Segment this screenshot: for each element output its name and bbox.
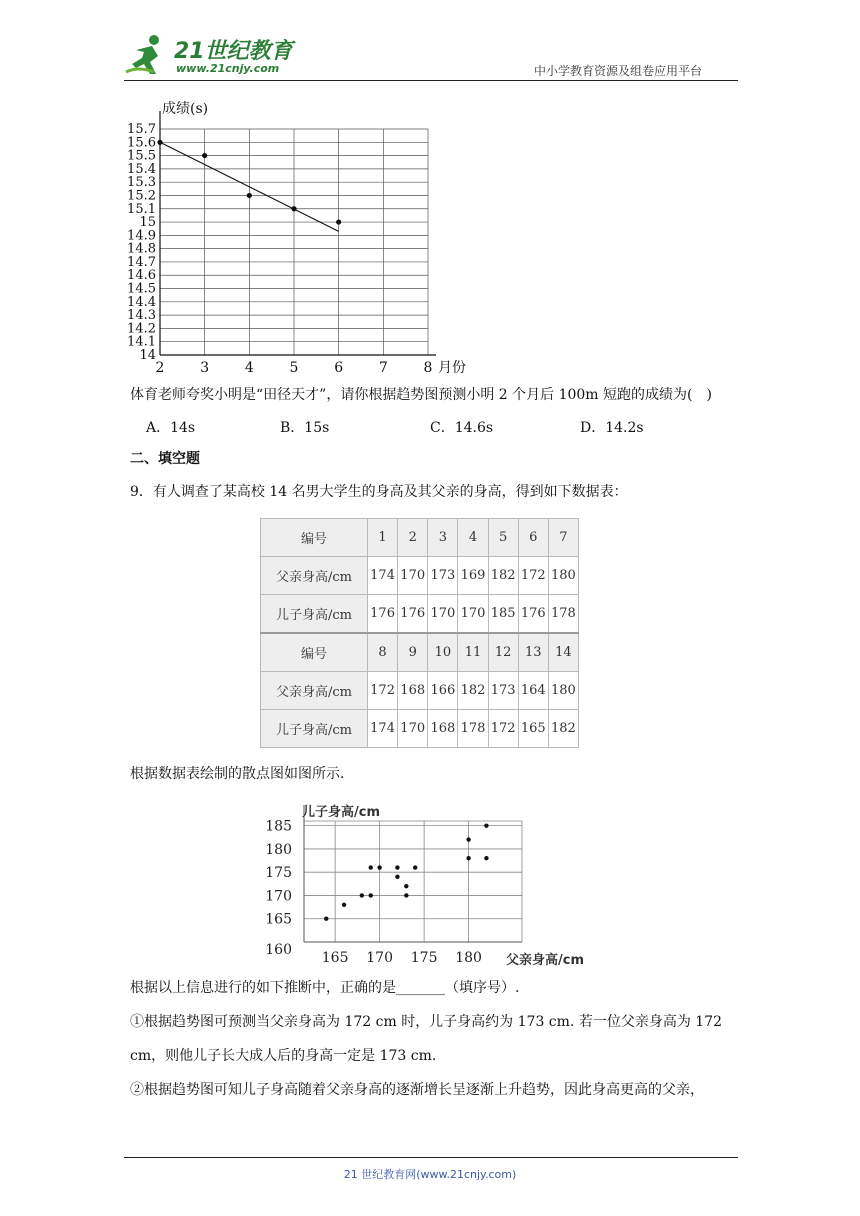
y-tick-label: 185 [265, 818, 292, 835]
table-cell: 172 [488, 710, 518, 748]
x-axis-label: 月份 [438, 360, 466, 376]
scatter-point [395, 865, 399, 869]
running-score-trend-chart [120, 96, 500, 386]
table-cell: 178 [548, 595, 578, 634]
y-tick-label: 15.3 [127, 175, 156, 191]
y-tick-label: 14 [139, 348, 156, 363]
x-tick-label: 170 [366, 950, 393, 966]
table-cell: 165 [518, 710, 548, 748]
table-cell: 173 [488, 672, 518, 710]
table-header-id: 编号 [261, 519, 368, 557]
y-tick-label: 15.5 [127, 148, 156, 164]
table-cell: 14 [548, 633, 578, 672]
data-point [247, 193, 252, 198]
height-data-table [260, 518, 579, 748]
header-rule [124, 80, 738, 81]
y-tick-label: 14.9 [127, 228, 156, 244]
table-cell: 172 [368, 672, 398, 710]
table-header-father: 父亲身高/cm [261, 672, 368, 710]
q8-stem: 体育老师夸奖小明是“田径天才”，请你根据趋势图预测小明 2 个月后 100m 短跑的成绩为( ) [130, 387, 712, 403]
table-cell: 164 [518, 672, 548, 710]
table-cell: 173 [428, 557, 458, 595]
table-cell: 180 [548, 672, 578, 710]
table-cell: 182 [488, 557, 518, 595]
scatter-intro-text: 根据数据表绘制的散点图如图所示. [130, 766, 345, 782]
scatter-point [484, 823, 488, 827]
y-tick-label: 15.4 [127, 161, 156, 177]
scatter-point [342, 903, 346, 907]
scatter-point [404, 884, 408, 888]
y-tick-label: 15.2 [127, 188, 156, 204]
table-row [261, 633, 579, 672]
scatter-point [369, 865, 373, 869]
table-cell: 182 [548, 710, 578, 748]
header-platform-text: 中小学教育资源及组卷应用平台 [534, 64, 703, 78]
x-tick-label: 4 [244, 360, 254, 376]
y-tick-label: 15 [139, 215, 156, 231]
table-row [261, 710, 579, 748]
x-tick-label: 180 [455, 950, 482, 966]
table-cell: 6 [518, 519, 548, 557]
table-cell: 176 [368, 595, 398, 634]
table-cell: 168 [398, 672, 428, 710]
table-cell: 10 [428, 633, 458, 672]
scatter-point [324, 917, 328, 921]
q8-option-b[interactable]: B．15s [280, 420, 330, 436]
scatter-point [404, 893, 408, 897]
y-tick-label: 180 [265, 841, 292, 858]
scatter-point [395, 875, 399, 879]
site-logo[interactable] [124, 30, 294, 80]
table-cell: 174 [368, 710, 398, 748]
table-cell: 170 [458, 595, 488, 634]
y-tick-label: 15.7 [127, 122, 156, 137]
table-header-father: 父亲身高/cm [261, 557, 368, 595]
scatter-point [377, 865, 381, 869]
y-tick-label: 160 [265, 942, 292, 958]
x-tick-label: 2 [155, 360, 165, 376]
table-cell: 13 [518, 633, 548, 672]
x-axis-label: 父亲身高/cm [506, 953, 585, 968]
table-cell: 172 [518, 557, 548, 595]
table-cell: 9 [398, 633, 428, 672]
data-point [291, 206, 296, 211]
scatter-point [466, 856, 470, 860]
table-cell: 174 [368, 557, 398, 595]
y-tick-label: 15.1 [127, 201, 156, 217]
inference-item-1-line1: ①根据趋势图可预测当父亲身高为 172 cm 时，儿子身高约为 173 cm. 若一位父亲身高为 172 [130, 1014, 722, 1030]
data-point [157, 140, 162, 145]
table-cell: 166 [428, 672, 458, 710]
inference-intro: 根据以上信息进行的如下推断中，正确的是_______（填序号）. [130, 980, 520, 996]
scatter-point [466, 837, 470, 841]
table-cell: 5 [488, 519, 518, 557]
table-row [261, 557, 579, 595]
logo-title: 21世纪教育 [174, 39, 293, 64]
table-row [261, 595, 579, 634]
x-tick-label: 8 [423, 360, 433, 376]
x-tick-label: 6 [334, 360, 344, 376]
table-cell: 11 [458, 633, 488, 672]
table-header-son: 儿子身高/cm [261, 710, 368, 748]
y-tick-label: 14.5 [127, 281, 156, 297]
y-axis-label: 成绩(s) [162, 101, 209, 117]
table-header-son: 儿子身高/cm [261, 595, 368, 634]
x-tick-label: 3 [200, 360, 210, 376]
data-point [202, 153, 207, 158]
scatter-point [484, 856, 488, 860]
table-cell: 180 [548, 557, 578, 595]
table-cell: 170 [398, 710, 428, 748]
y-tick-label: 165 [265, 911, 292, 928]
footer-rule [124, 1157, 738, 1158]
y-tick-label: 14.2 [127, 321, 156, 337]
footer-link[interactable]: 21 世纪教育网(www.21cnjy.com) [343, 1168, 517, 1181]
y-axis-label: 儿子身高/cm [302, 805, 381, 820]
logo-url: www.21cnjy.com [176, 62, 280, 75]
table-cell: 178 [458, 710, 488, 748]
table-row [261, 519, 579, 557]
data-point [336, 219, 341, 224]
table-cell: 4 [458, 519, 488, 557]
table-cell: 170 [398, 557, 428, 595]
table-cell: 2 [398, 519, 428, 557]
q9-stem: 9．有人调查了某高校 14 名男大学生的身高及其父亲的身高，得到如下数据表： [130, 484, 628, 500]
y-tick-label: 175 [265, 865, 292, 882]
table-cell: 176 [518, 595, 548, 634]
q8-option-a[interactable]: A．14s [146, 420, 196, 436]
q8-option-d[interactable]: D．14.2s [580, 420, 644, 436]
y-tick-label: 14.3 [127, 308, 156, 324]
table-cell: 168 [428, 710, 458, 748]
scatter-point [413, 865, 417, 869]
x-tick-label: 175 [410, 950, 438, 966]
table-cell: 185 [488, 595, 518, 634]
q8-option-c[interactable]: C．14.6s [430, 420, 494, 436]
table-cell: 1 [368, 519, 398, 557]
x-tick-label: 7 [378, 360, 388, 376]
inference-item-1-line2: cm，则他儿子长大成人后的身高一定是 173 cm. [130, 1048, 437, 1064]
height-scatter-plot [258, 798, 603, 970]
y-tick-label: 14.7 [127, 254, 156, 270]
table-cell: 3 [428, 519, 458, 557]
table-row [261, 672, 579, 710]
scatter-point [369, 893, 373, 897]
table-cell: 12 [488, 633, 518, 672]
y-tick-label: 14.4 [127, 294, 156, 310]
y-tick-label: 15.6 [127, 135, 156, 151]
table-cell: 176 [398, 595, 428, 634]
section-title-fill-in: 二、填空题 [130, 451, 200, 467]
y-tick-label: 14.1 [127, 334, 156, 350]
table-cell: 7 [548, 519, 578, 557]
table-cell: 169 [458, 557, 488, 595]
runner-logo-icon [124, 32, 170, 78]
x-tick-label: 5 [289, 360, 299, 376]
inference-item-2: ②根据趋势图可知儿子身高随着父亲身高的逐渐增长呈逐渐上升趋势，因此身高更高的父亲， [130, 1082, 704, 1098]
table-header-id: 编号 [261, 633, 368, 672]
x-tick-label: 165 [321, 950, 349, 966]
table-cell: 170 [428, 595, 458, 634]
y-tick-label: 14.8 [127, 241, 156, 257]
table-cell: 182 [458, 672, 488, 710]
y-tick-label: 14.6 [127, 268, 156, 284]
scatter-point [360, 893, 364, 897]
y-tick-label: 170 [265, 888, 292, 905]
table-cell: 8 [368, 633, 398, 672]
